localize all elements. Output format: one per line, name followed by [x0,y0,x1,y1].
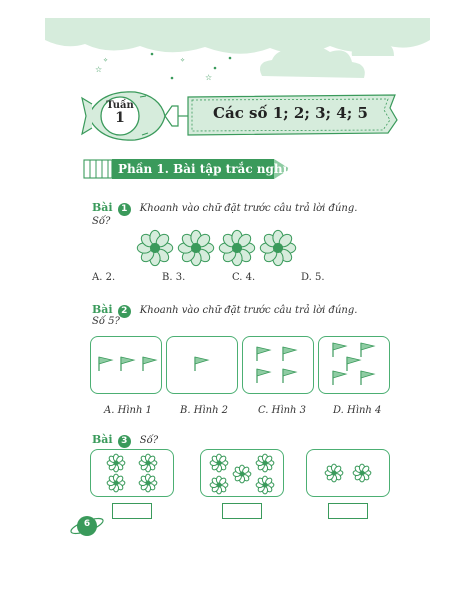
flower-icon [233,465,251,483]
option-c[interactable]: C. 4. [232,272,256,283]
flower-icon [137,230,172,265]
count-box-1 [90,449,174,497]
exercise-3-header [92,428,158,448]
exercise-question: Số? [92,216,111,227]
flower-group [201,450,283,496]
flag-icon [333,343,346,357]
exercise-question: Số 5? [92,316,120,327]
flag-icon [257,347,270,361]
exercise-2-header [92,298,357,318]
flower-icon [219,230,254,265]
answer-box-1[interactable] [112,503,152,519]
exercise-number: 3 [118,435,131,448]
flag-group [91,337,161,393]
svg-text:✧: ✧ [180,57,186,64]
option-d[interactable]: D. 5. [301,272,325,283]
option-c[interactable]: C. Hình 3 [258,405,306,416]
answer-box-2[interactable] [222,503,262,519]
flag-icon [99,357,112,371]
svg-text:☆: ☆ [95,65,103,74]
flag-group [319,337,389,393]
flower-icon [353,464,371,482]
flower-icon [139,454,157,472]
svg-text:☆: ☆ [205,73,213,82]
figure-box-4 [318,336,390,394]
option-b[interactable]: B. 3. [162,272,186,283]
count-box-2 [200,449,284,497]
flower-row [130,228,300,268]
flower-group [307,450,389,496]
week-number: 1 [115,110,125,126]
flower-icon [107,474,125,492]
exercise-instruction: Khoanh vào chữ đặt trước câu trả lời đúng. [139,203,358,214]
week-badge-text [101,100,139,126]
flag-icon [283,369,296,383]
figure-box-2 [166,336,238,394]
flower-icon [210,476,228,494]
answer-box-3[interactable] [328,503,368,519]
exercise-label: Bài [92,433,113,446]
flag-icon [195,357,208,371]
flag-icon [361,371,374,385]
option-b[interactable]: B. Hình 2 [180,405,229,416]
figure-box-1 [90,336,162,394]
option-a[interactable]: A. Hình 1 [104,405,152,416]
option-a[interactable]: A. 2. [92,272,116,283]
flower-icon [178,230,213,265]
flag-icon [143,357,156,371]
flower-icon [325,464,343,482]
flag-icon [257,369,270,383]
flower-icon [260,230,295,265]
page-title: Các số 1; 2; 3; 4; 5 [213,104,368,122]
flower-group [91,450,173,496]
flower-icon [210,454,228,472]
flower-icon [256,476,274,494]
exercise-label: Bài [92,201,113,214]
exercise-label: Bài [92,303,113,316]
flag-icon [347,357,360,371]
svg-text:✧: ✧ [103,57,109,64]
count-box-3 [306,449,390,497]
flag-group [243,337,313,393]
flower-icon [107,454,125,472]
exercise-number: 1 [118,203,131,216]
option-d[interactable]: D. Hình 4 [333,405,382,416]
flag-group [167,337,237,393]
flower-icon [256,454,274,472]
flag-icon [283,347,296,361]
exercise-1-header [92,196,357,216]
figure-box-3 [242,336,314,394]
page-number: 6 [83,519,91,529]
exercise-instruction: Khoanh vào chữ đặt trước câu trả lời đúng. [139,305,358,316]
flower-icon [139,474,157,492]
flag-icon [333,371,346,385]
week-label: Tuần [106,100,134,111]
flag-icon [361,343,374,357]
exercise-question: Số? [139,435,159,446]
exercise-number: 2 [118,305,131,318]
flag-icon [121,357,134,371]
part-title: Phần 1. Bài tập trắc nghiệm [118,162,308,176]
